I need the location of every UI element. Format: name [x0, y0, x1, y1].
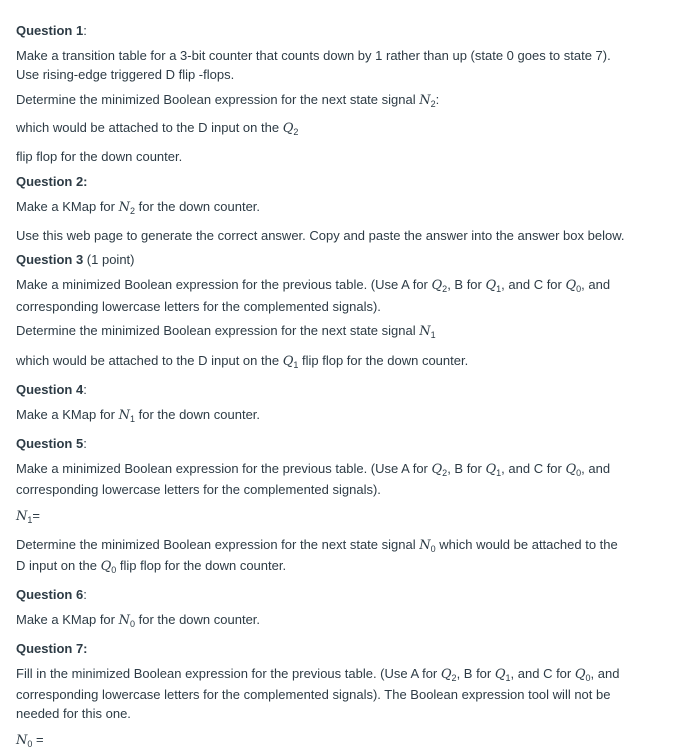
- math-subscript: 0: [585, 673, 591, 683]
- equals-sign: =: [32, 508, 40, 523]
- text-fragment: for the down counter.: [135, 612, 261, 627]
- text-fragment: :: [435, 92, 440, 107]
- math-variable: N: [16, 733, 28, 748]
- math-variable: Q: [494, 667, 506, 682]
- math-variable: Q: [574, 667, 586, 682]
- question-7-text-line-2: corresponding lowercase letters for the complemented signals). The Boolean expression tool will not be: [16, 687, 611, 702]
- question-3-text-line-4: [16, 352, 686, 371]
- math-subscript: 1: [293, 360, 299, 370]
- text-fragment: which would be attached to the: [435, 537, 618, 552]
- question-1-text-line-1: Make a transition table for a 3-bit counter that counts down by 1 rather than up (state 0 goes to state 7).: [16, 48, 611, 63]
- math-subscript: 2: [293, 127, 299, 137]
- math-subscript: 2: [442, 468, 448, 478]
- math-variable: Q: [431, 462, 443, 477]
- math-variable: Q: [100, 559, 112, 574]
- question-6-heading: [16, 586, 686, 604]
- text-fragment: , B for: [447, 277, 486, 292]
- text-fragment: for the down counter.: [135, 407, 261, 422]
- question-5-text-line-1: [16, 460, 686, 479]
- question-1-title: Question 1: [16, 23, 84, 38]
- question-5-text-line-4: [16, 557, 686, 576]
- text-fragment: , and C for: [510, 666, 575, 681]
- question-5-colon: :: [83, 436, 87, 451]
- math-variable: Q: [565, 278, 577, 293]
- question-7-title: Question 7:: [16, 641, 88, 656]
- math-variable: Q: [431, 278, 443, 293]
- math-variable: Q: [485, 278, 497, 293]
- text-fragment: which would be attached to the D input on the: [16, 120, 283, 135]
- question-1-text-line-2: Use rising-edge triggered D flip -flops.: [16, 67, 235, 82]
- math-subscript: 1: [430, 330, 436, 340]
- question-7-text-line-1: [16, 665, 686, 684]
- question-5-text-line-2: corresponding lowercase letters for the complemented signals).: [16, 482, 381, 497]
- math-variable: N: [118, 200, 130, 215]
- math-subscript: 1: [505, 673, 511, 683]
- text-fragment: , B for: [447, 461, 486, 476]
- math-subscript: 0: [430, 544, 436, 554]
- equals-sign: =: [32, 732, 44, 747]
- question-3-text-line-3: [16, 322, 686, 341]
- math-variable: Q: [485, 462, 497, 477]
- text-fragment: , and: [581, 277, 611, 292]
- question-1-text-line-5: flip flop for the down counter.: [16, 149, 183, 164]
- text-fragment: Determine the minimized Boolean expression for the next state signal: [16, 92, 420, 107]
- math-subscript: 2: [442, 284, 448, 294]
- question-4-text-line-1: [16, 406, 686, 425]
- text-fragment: Make a minimized Boolean expression for the previous table. (Use A for: [16, 461, 432, 476]
- question-3-title: Question 3: [16, 252, 84, 267]
- question-7-text-line-3: needed for this one.: [16, 706, 131, 721]
- question-6-text-line-1: [16, 611, 686, 630]
- question-2-title: Question 2:: [16, 174, 88, 189]
- question-1-colon: :: [83, 23, 87, 38]
- math-subscript: 2: [451, 673, 457, 683]
- question-5-title: Question 5: [16, 436, 84, 451]
- question-1-text-line-3: [16, 91, 686, 110]
- question-3-text-line-1: [16, 276, 686, 295]
- text-fragment: flip flop for the down counter.: [116, 558, 287, 573]
- text-fragment: Determine the minimized Boolean expression for the next state signal: [16, 537, 420, 552]
- question-4-heading: [16, 381, 686, 399]
- text-fragment: Make a KMap for: [16, 407, 119, 422]
- text-fragment: flip flop for the down counter.: [298, 353, 469, 368]
- question-3-text-line-2: corresponding lowercase letters for the complemented signals).: [16, 299, 381, 314]
- text-fragment: , and: [581, 461, 611, 476]
- text-fragment: Make a KMap for: [16, 612, 119, 627]
- math-subscript: 0: [576, 284, 582, 294]
- question-5-text-line-3: [16, 536, 686, 555]
- question-3-heading: [16, 251, 686, 269]
- math-variable: N: [419, 93, 431, 108]
- math-variable: N: [118, 613, 130, 628]
- math-variable: N: [118, 408, 130, 423]
- question-6-colon: :: [83, 587, 87, 602]
- text-fragment: , B for: [456, 666, 495, 681]
- question-1-heading: [16, 22, 686, 40]
- text-fragment: for the down counter.: [135, 199, 261, 214]
- math-variable: N: [419, 324, 431, 339]
- math-subscript: 1: [129, 414, 135, 424]
- math-variable: Q: [440, 667, 452, 682]
- question-5-heading: [16, 435, 686, 453]
- question-1-text-line-4: [16, 119, 686, 138]
- text-fragment: Determine the minimized Boolean expression for the next state signal: [16, 323, 420, 338]
- math-subscript: 1: [27, 515, 33, 525]
- text-fragment: , and: [590, 666, 620, 681]
- math-subscript: 1: [496, 284, 502, 294]
- question-2-text-line-2: Use this web page to generate the correct answer. Copy and paste the answer into the answer box below.: [16, 228, 625, 243]
- question-5-answer-label: [16, 507, 686, 526]
- math-variable: N: [419, 538, 431, 553]
- math-subscript: 0: [129, 619, 135, 629]
- text-fragment: Fill in the minimized Boolean expression for the previous table. (Use A for: [16, 666, 441, 681]
- question-3-points: (1 point): [83, 252, 135, 267]
- question-7-answer-label: [16, 731, 686, 750]
- text-fragment: , and C for: [501, 461, 566, 476]
- text-fragment: D input on the: [16, 558, 101, 573]
- text-fragment: , and C for: [501, 277, 566, 292]
- math-subscript: 2: [129, 206, 135, 216]
- text-fragment: which would be attached to the D input on the: [16, 353, 283, 368]
- math-subscript: 1: [496, 468, 502, 478]
- text-fragment: Make a minimized Boolean expression for the previous table. (Use A for: [16, 277, 432, 292]
- math-variable: Q: [282, 354, 294, 369]
- text-fragment: Make a KMap for: [16, 199, 119, 214]
- math-variable: Q: [282, 121, 294, 136]
- question-6-title: Question 6: [16, 587, 84, 602]
- math-subscript: 0: [27, 739, 33, 749]
- math-variable: Q: [565, 462, 577, 477]
- math-subscript: 0: [576, 468, 582, 478]
- question-2-text-line-1: [16, 198, 686, 217]
- math-subscript: 2: [430, 99, 436, 109]
- math-variable: N: [16, 509, 28, 524]
- math-subscript: 0: [111, 565, 117, 575]
- question-4-colon: :: [83, 382, 87, 397]
- question-4-title: Question 4: [16, 382, 84, 397]
